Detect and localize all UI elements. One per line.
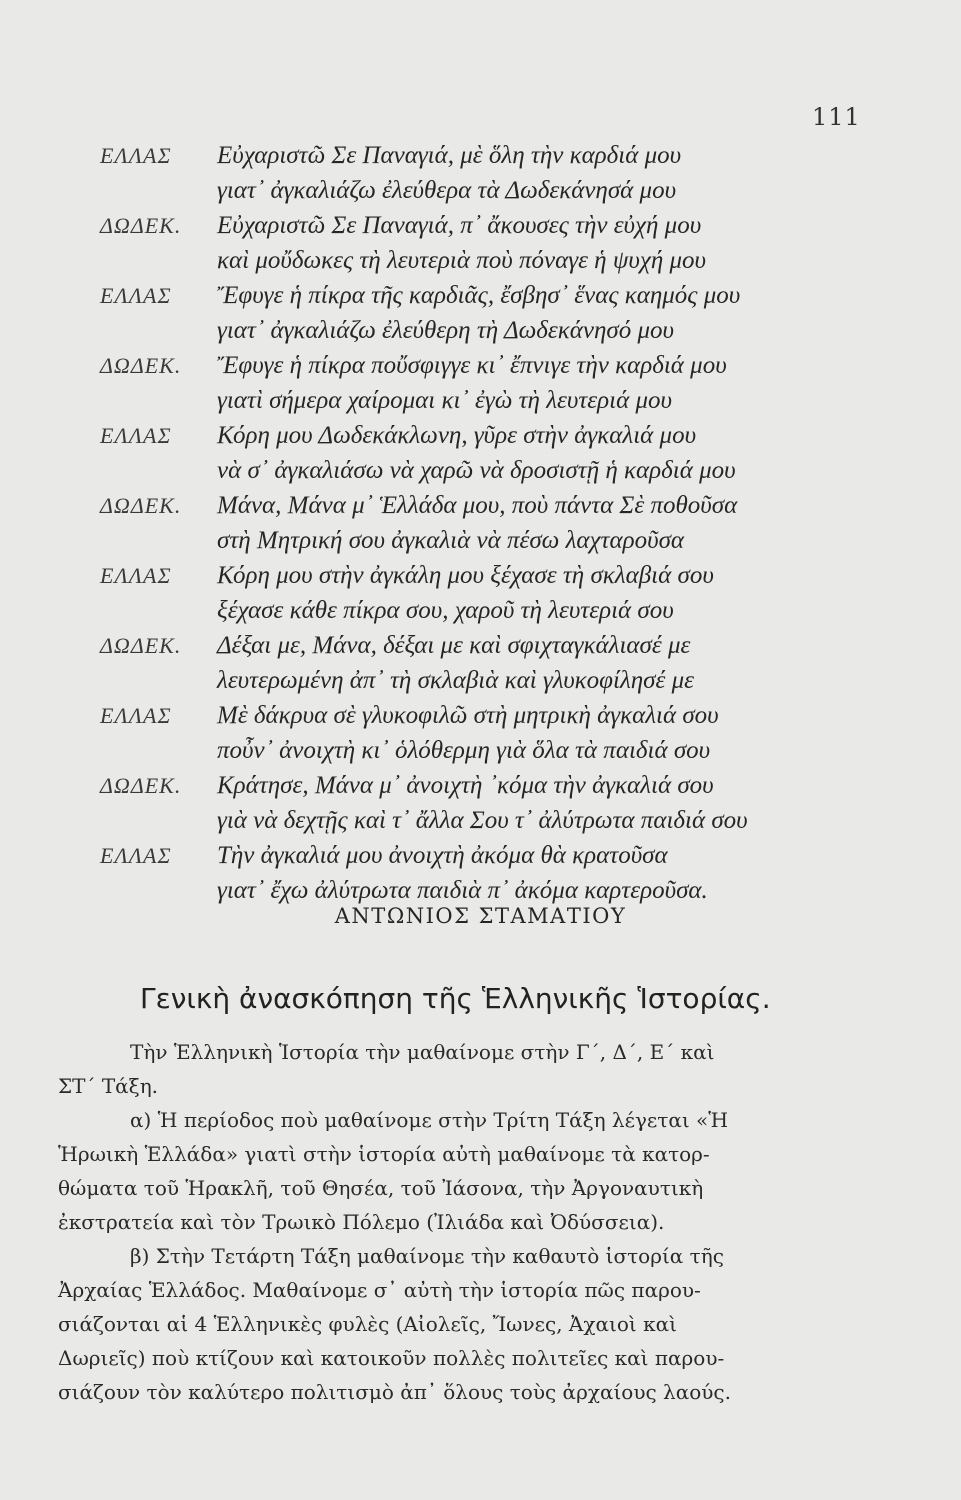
verse-lines [217,208,840,278]
section-heading: Γενικὴ ἀνασκόπηση τῆς Ἑλληνικῆς Ἱστορίας. [140,982,771,1015]
verse-lines [217,558,840,628]
verse-line: Εὐχαριστῶ Σε Παναγιά, μὲ ὅλη τὴν καρδιά μου [217,142,682,169]
verse-line: γιατ᾽ ἔχω ἀλύτρωτα παιδιὰ π᾽ ἀκόμα καρτεροῦσα. [217,877,708,904]
verse-line: ποὖν᾽ ἀνοιχτὴ κι᾽ ὁλόθερμη γιὰ ὅλα τὰ παιδιά σου [217,737,711,764]
author-signature: ΑΝΤΩΝΙΟΣ ΣΤΑΜΑΤΙΟΥ [334,904,627,928]
verse-line: καὶ μοὔδωκες τὴ λευτεριὰ ποὺ πόναγε ἡ ψυχή μου [217,247,707,274]
verse-lines [217,418,840,488]
paragraph-line: β) Στὴν Τετάρτη Τάξη μαθαίνομε τὴν καθαυτὸ ἱστορία τῆς [130,1244,724,1268]
poem-dialogue [100,138,840,908]
paragraph-line: σιάζονται αἱ 4 Ἑλληνικὲς φυλὲς (Αἰολεῖς, Ἴωνες, Ἀχαιοὶ καὶ [58,1312,677,1336]
body-text [58,1035,818,1409]
verse-line: Μάνα, Μάνα μ᾽ Ἑλλάδα μου, ποὺ πάντα Σὲ ποθοῦσα [217,492,738,519]
paragraph-line: Ἀρχαίας Ἑλλάδος. Μαθαίνομε σ᾽ αὐτὴ τὴν ἱστορία πῶς παρου- [58,1278,701,1302]
speaker-label: ΔΩΔΕΚ. [100,353,182,378]
dialogue-stanza [100,278,840,348]
dialogue-stanza [100,348,840,418]
verse-lines [217,488,840,558]
page-number: 111 [812,103,861,131]
verse-lines [217,768,840,838]
verse-line: Δέξαι με, Μάνα, δέξαι με καὶ σφιχταγκάλιασέ με [217,632,691,659]
speaker-label: ΕΛΛΑΣ [100,563,172,588]
paragraph-line: θώματα τοῦ Ἡρακλῆ, τοῦ Θησέα, τοῦ Ἰάσονα, τὴν Ἀργοναυτικὴ [58,1176,704,1200]
verse-line: γιατ᾽ ἀγκαλιάζω ἐλεύθερη τὴ Δωδεκάνησό μου [217,317,674,344]
verse-line: στὴ Μητρική σου ἀγκαλιὰ νὰ πέσω λαχταροῦσα [217,527,685,554]
verse-line: νὰ σ᾽ ἀγκαλιάσω νὰ χαρῶ νὰ δροσιστῇ ἡ καρδιά μου [217,457,736,484]
verse-line: λευτερωμένη ἀπ᾽ τὴ σκλαβιὰ καὶ γλυκοφίλησέ με [217,667,695,694]
paragraph-line: Ἡρωικὴ Ἑλλάδα» γιατὶ στὴν ἱστορία αὐτὴ μαθαίνομε τὰ κατορ- [58,1142,710,1166]
paragraph-line: ἐκστρατεία καὶ τὸν Τρωικὸ Πόλεμο (Ἰλιάδα καὶ Ὀδύσσεια). [58,1210,665,1234]
dialogue-stanza [100,138,840,208]
speaker-label: ΕΛΛΑΣ [100,843,172,868]
verse-line: Κράτησε, Μάνα μ᾽ ἀνοιχτὴ ᾽κόμα τὴν ἀγκαλιά σου [217,772,714,799]
verse-line: Κόρη μου Δωδεκάκλωνη, γῦρε στὴν ἀγκαλιά μου [217,422,697,449]
paragraph [58,1103,818,1239]
verse-line: γιατὶ σήμερα χαίρομαι κι᾽ ἐγὼ τὴ λευτεριά μου [217,387,672,414]
verse-line: γιατ᾽ ἀγκαλιάζω ἐλεύθερα τὰ Δωδεκάνησά μου [217,177,677,204]
speaker-label: ΕΛΛΑΣ [100,143,172,168]
verse-line: Τὴν ἀγκαλιά μου ἀνοιχτὴ ἀκόμα θὰ κρατοῦσα [217,842,668,869]
verse-line: Εὐχαριστῶ Σε Παναγιά, π᾽ ἄκουσες τὴν εὐχή μου [217,212,702,239]
speaker-label: ΕΛΛΑΣ [100,423,172,448]
speaker-label: ΕΛΛΑΣ [100,283,172,308]
verse-lines [217,628,840,698]
verse-lines [217,138,840,208]
speaker-label: ΔΩΔΕΚ. [100,493,182,518]
paragraph-line: Δωριεῖς) ποὺ κτίζουν καὶ κατοικοῦν πολλὲς πολιτεῖες καὶ παρου- [58,1346,725,1370]
dialogue-stanza [100,208,840,278]
verse-lines [217,278,840,348]
verse-line: Ἔφυγε ἡ πίκρα ποὔσφιγγε κι᾽ ἔπνιγε τὴν καρδιά μου [217,352,727,379]
paragraph-line: ΣΤ΄ Τάξη. [58,1074,159,1098]
dialogue-stanza [100,628,840,698]
verse-lines [217,348,840,418]
verse-line: Ἔφυγε ἡ πίκρα τῆς καρδιᾶς, ἔσβησ᾽ ἕνας καημός μου [217,282,741,309]
speaker-label: ΔΩΔΕΚ. [100,633,182,658]
dialogue-stanza [100,698,840,768]
paragraph-line: Τὴν Ἑλληνικὴ Ἱστορία τὴν μαθαίνομε στὴν Γ΄, Δ΄, Ε΄ καὶ [130,1040,715,1064]
speaker-label: ΕΛΛΑΣ [100,703,172,728]
verse-lines [217,838,840,908]
verse-lines [217,698,840,768]
verse-line: Μὲ δάκρυα σὲ γλυκοφιλῶ στὴ μητρικὴ ἀγκαλιά σου [217,702,719,729]
dialogue-stanza [100,418,840,488]
verse-line: γιὰ νὰ δεχτῇς καὶ τ᾽ ἄλλα Σου τ᾽ ἀλύτρωτα παιδιά σου [217,807,748,834]
dialogue-stanza [100,838,840,908]
paragraph-line: σιάζουν τὸν καλύτερο πολιτισμὸ ἀπ᾽ ὅλους τοὺς ἀρχαίους λαούς. [58,1380,731,1404]
verse-line: ξέχασε κάθε πίκρα σου, χαροῦ τὴ λευτεριά σου [217,597,674,624]
speaker-label: ΔΩΔΕΚ. [100,213,182,238]
dialogue-stanza [100,488,840,558]
dialogue-stanza [100,768,840,838]
paragraph [58,1239,818,1409]
speaker-label: ΔΩΔΕΚ. [100,773,182,798]
verse-line: Κόρη μου στὴν ἀγκάλη μου ξέχασε τὴ σκλαβιά σου [217,562,714,589]
paragraph-line: α) Ἡ περίοδος ποὺ μαθαίνομε στὴν Τρίτη Τάξη λέγεται «Ἡ [130,1108,729,1132]
paragraph [58,1035,818,1103]
dialogue-stanza [100,558,840,628]
